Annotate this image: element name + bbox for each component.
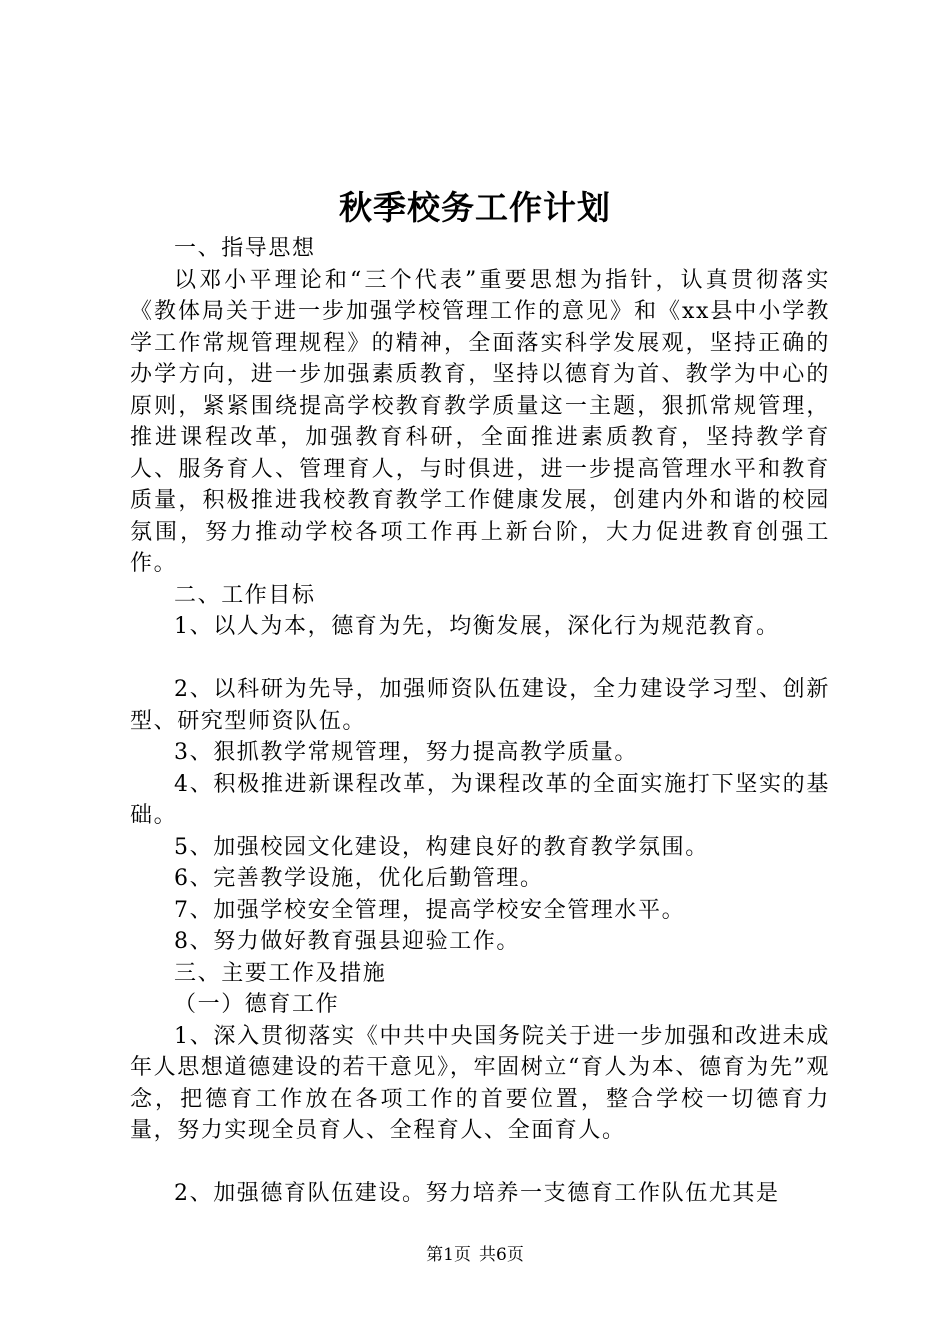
goal-item-5: 5、加强校园文化建设，构建良好的教育教学氛围。 (174, 834, 709, 860)
paragraph-guiding-ideology: 以邓小平理论和“三个代表”重要思想为指针，认真贯彻落实《教体局关于进一步加强学校管理工作的意见》和《xx县中小学教学工作常规管理规程》的精神，全面落实科学发展观，坚持正确的办学方向，进一步加强素质教育，坚持以德育为首、教学为中心的原则，紧紧围绕提高学校教育教学质量这一主题，狠抓常规管理，推进课程改革，加强教育科研，全面推进素质教育，坚持教学育人、服务育人、管理育人，与时俱进，进一步提高管理水平和教育质量，积极推进我校教育教学工作健康发展，创建内外和谐的校园氛围，努力推动学校各项工作再上新台阶，大力促进教育创强工作。 (130, 267, 830, 576)
goal-item-2: 2、以科研为先导，加强师资队伍建设，全力建设学习型、创新型、研究型师资队伍。 (130, 677, 830, 734)
document-title: 秋季校务工作计划 (339, 188, 611, 227)
moral-education-item-2: 2、加强德育队伍建设。努力培养一支德育工作队伍尤其是 (174, 1181, 780, 1206)
page-number: 第1页 (426, 1245, 471, 1265)
section-heading-work-goals: 二、工作目标 (174, 582, 316, 608)
document-body (130, 233, 830, 1210)
subsection-heading-moral-education: （一）德育工作 (174, 992, 340, 1017)
goal-item-4: 4、积极推进新课程改革，为课程改革的全面实施打下坚实的基础。 (130, 771, 830, 828)
goal-item-1: 1、以人为本，德育为先，均衡发展，深化行为规范教育。 (174, 614, 780, 639)
moral-education-item-1: 1、深入贯彻落实《中共中央国务院关于进一步加强和改进未成年人思想道德建设的若干意见》，牢固树立“育人为本、德育为先”观念，把德育工作放在各项工作的首要位置，整合学校一切德育力量，努力实现全员育人、全程育人、全面育人。 (130, 1023, 830, 1143)
goal-item-7: 7、加强学校安全管理，提高学校安全管理水平。 (174, 897, 686, 923)
goal-item-6: 6、完善教学设施，优化后勤管理。 (174, 866, 544, 891)
page-footer (0, 1244, 950, 1266)
goal-item-8: 8、努力做好教育强县迎验工作。 (174, 929, 520, 954)
page-total: 共6页 (479, 1245, 524, 1265)
goal-item-3: 3、狠抓教学常规管理，努力提高教学质量。 (174, 740, 638, 765)
section-heading-main-work: 三、主要工作及措施 (174, 960, 387, 986)
section-heading-guiding-ideology: 一、指导思想 (174, 236, 316, 261)
